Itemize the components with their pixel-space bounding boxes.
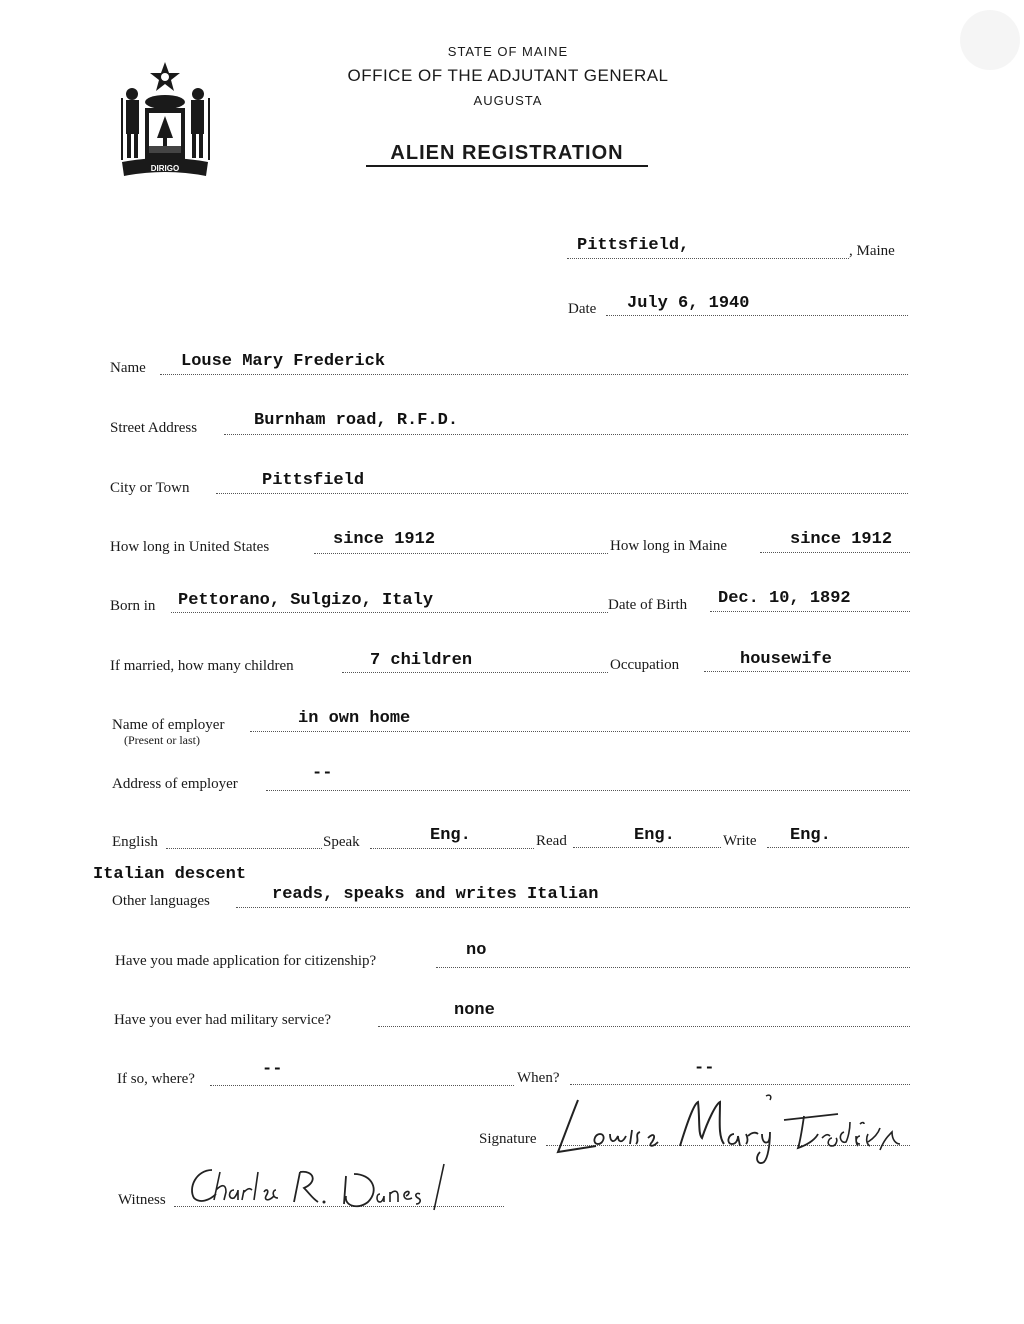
when-line <box>570 1084 910 1085</box>
born-in-value: Pettorano, Sulgizo, Italy <box>178 591 434 610</box>
other-languages-value: reads, speaks and writes Italian <box>272 885 599 904</box>
english-line <box>166 848 322 849</box>
employer-sublabel: (Present or last) <box>124 733 200 747</box>
street-line <box>224 434 908 435</box>
seal-motto: DIRIGO <box>150 164 180 173</box>
date-line <box>606 315 908 316</box>
english-label: English <box>112 834 158 850</box>
header-state: STATE OF MAINE <box>447 44 569 59</box>
occupation-line <box>704 671 910 672</box>
place-suffix: , Maine <box>849 243 895 259</box>
descent-note: Italian descent <box>93 865 247 884</box>
paper-smudge <box>960 10 1020 70</box>
how-long-maine-value: since 1912 <box>790 530 893 549</box>
children-label: If married, how many children <box>110 658 294 674</box>
military-line <box>378 1026 910 1027</box>
witness-label: Witness <box>118 1192 166 1208</box>
when-value: -- <box>694 1059 715 1078</box>
signature-label: Signature <box>479 1131 537 1147</box>
where-label: If so, where? <box>117 1071 195 1087</box>
name-value: Louse Mary Frederick <box>181 352 386 371</box>
born-in-label: Born in <box>110 598 156 614</box>
employer-line <box>250 731 910 732</box>
street-label: Street Address <box>110 420 198 436</box>
speak-label: Speak <box>323 834 360 850</box>
military-label: Have you ever had military service? <box>114 1012 331 1028</box>
speak-line <box>370 848 534 849</box>
dob-label: Date of Birth <box>608 597 688 613</box>
place-value: Pittsfield, <box>577 236 690 255</box>
write-line <box>767 847 909 848</box>
where-value: -- <box>262 1060 283 1079</box>
where-line <box>210 1085 514 1086</box>
citizenship-label: Have you made application for citizenship? <box>115 953 377 969</box>
read-value: Eng. <box>634 826 675 845</box>
other-languages-line <box>236 907 910 908</box>
dob-line <box>710 611 910 612</box>
how-long-us-value: since 1912 <box>333 530 436 549</box>
how-long-us-label: How long in United States <box>110 539 270 555</box>
write-value: Eng. <box>790 826 831 845</box>
city-label: City or Town <box>110 480 190 496</box>
speak-value: Eng. <box>430 826 471 845</box>
when-label: When? <box>517 1070 560 1086</box>
military-value: none <box>454 1001 495 1020</box>
other-languages-label: Other languages <box>112 893 210 909</box>
occupation-value: housewife <box>740 650 832 669</box>
how-long-maine-label: How long in Maine <box>610 538 728 554</box>
write-label: Write <box>723 833 757 849</box>
occupation-label: Occupation <box>610 657 680 673</box>
read-line <box>573 847 721 848</box>
name-label: Name <box>110 360 146 376</box>
children-line <box>342 672 608 673</box>
header-city: AUGUSTA <box>473 93 543 108</box>
title-underline <box>366 165 648 167</box>
place-line <box>567 258 849 259</box>
header-office: OFFICE OF THE ADJUTANT GENERAL <box>347 66 669 85</box>
citizenship-line <box>436 967 910 968</box>
how-long-us-line <box>314 553 608 554</box>
city-value: Pittsfield <box>262 471 365 490</box>
employer-value: in own home <box>298 709 411 728</box>
employer-address-label: Address of employer <box>112 776 238 792</box>
city-line <box>216 493 908 494</box>
form-title: ALIEN REGISTRATION <box>390 142 624 164</box>
how-long-maine-line <box>760 552 910 553</box>
applicant-signature <box>548 1090 968 1170</box>
born-in-line <box>171 612 608 613</box>
employer-address-value: -- <box>312 764 333 783</box>
name-line <box>160 374 908 375</box>
dob-value: Dec. 10, 1892 <box>718 589 851 608</box>
date-value: July 6, 1940 <box>627 294 750 313</box>
employer-label: Name of employer <box>112 717 225 733</box>
witness-signature <box>172 1160 482 1216</box>
date-label: Date <box>568 301 597 317</box>
employer-address-line <box>266 790 910 791</box>
children-value: 7 children <box>370 651 473 670</box>
read-label: Read <box>536 833 567 849</box>
citizenship-value: no <box>466 941 487 960</box>
street-value: Burnham road, R.F.D. <box>254 411 459 430</box>
